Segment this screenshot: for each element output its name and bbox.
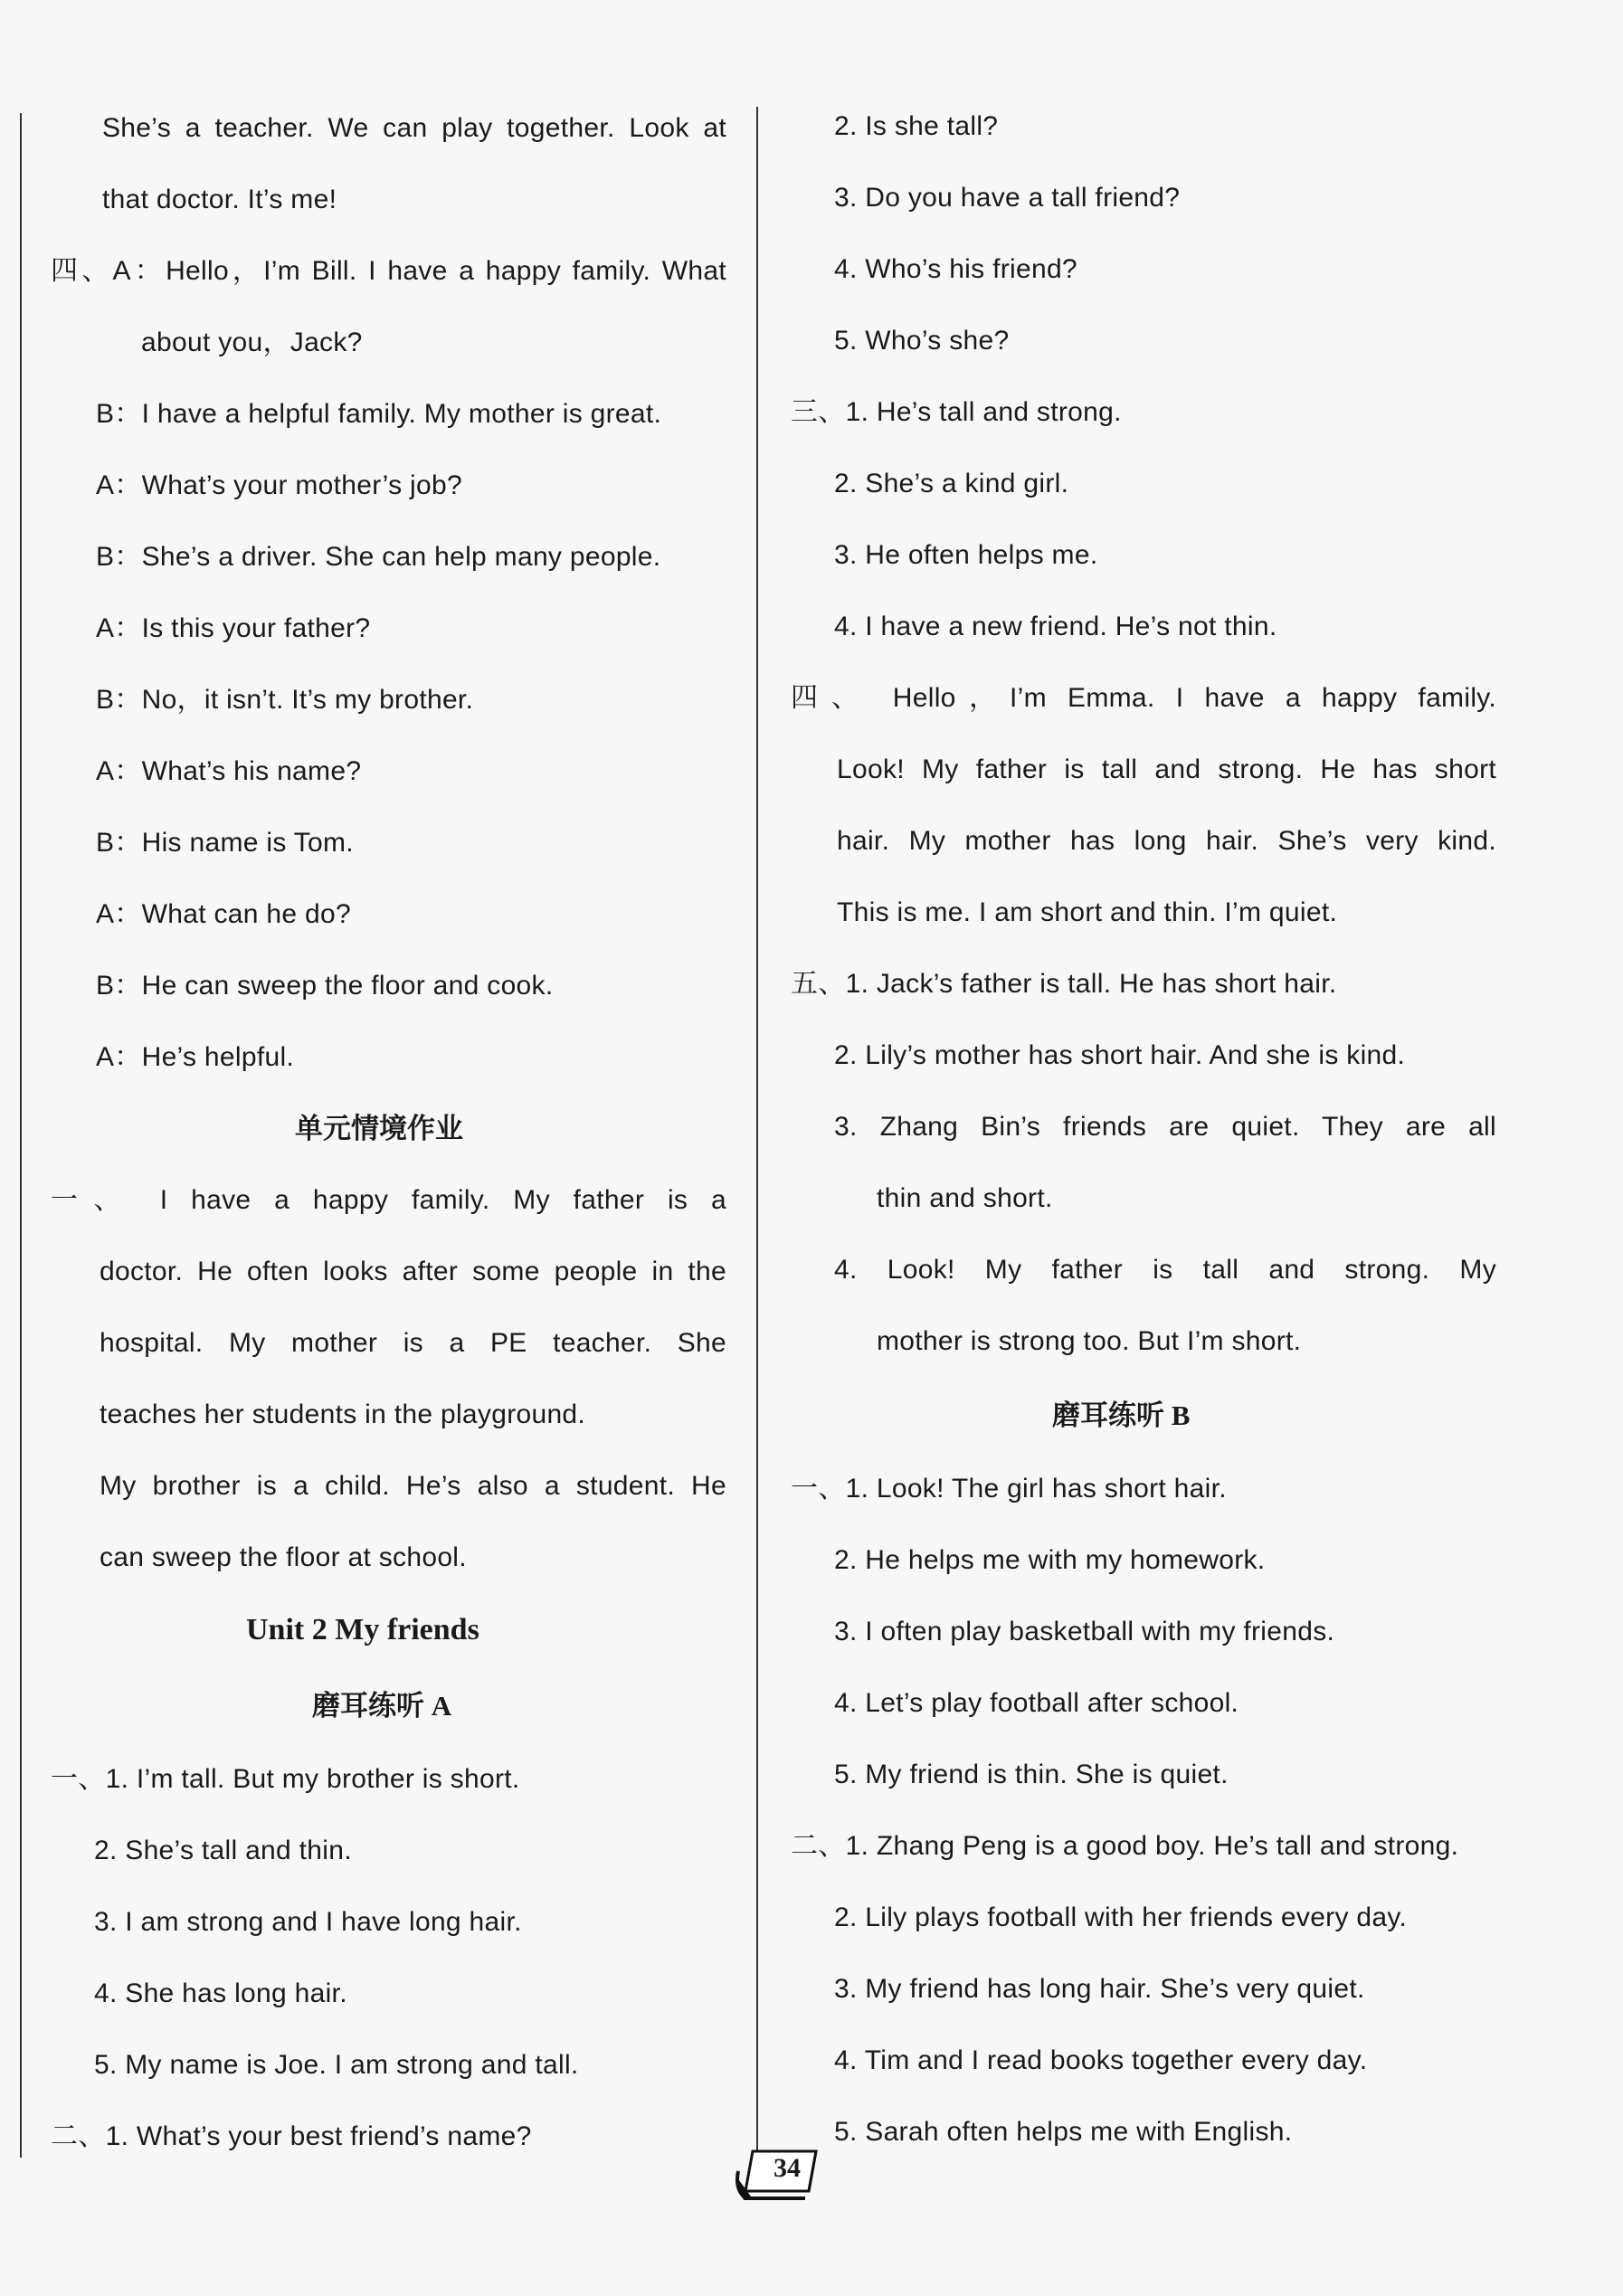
text-line: 4. Who’s his friend? — [834, 254, 1077, 284]
section-heading: 单元情境作业 — [295, 1113, 463, 1144]
text-line: 4. I have a new friend. He’s not thin. — [834, 612, 1277, 641]
text-line: 5. Who’s she? — [834, 326, 1010, 356]
unit-title: Unit 2 My friends — [246, 1613, 479, 1646]
text-line: 五、1. Jack’s father is tall. He has short hair. — [791, 969, 1337, 999]
text-line: thin and short. — [877, 1183, 1053, 1213]
text-line: mother is strong too. But I’m short. — [877, 1326, 1302, 1356]
text-line: 2. She’s tall and thin. — [94, 1836, 352, 1865]
page-number-badge — [733, 2144, 832, 2207]
text-line: B：He can sweep the floor and cook. — [96, 971, 554, 1001]
text-line: B：I have a helpful family. My mother is great. — [96, 399, 662, 429]
page-number: 34 — [774, 2153, 801, 2183]
text-line: A：He’s helpful. — [96, 1042, 295, 1072]
left-margin-rule — [20, 113, 22, 2158]
text-line: 4. Look! My father is tall and strong. My — [834, 1255, 1496, 1285]
text-line: 一、1. Look! The girl has short hair. — [791, 1474, 1227, 1504]
section-heading: 磨耳练听 B — [1052, 1399, 1191, 1431]
text-line: 4. Let’s play football after school. — [834, 1688, 1239, 1718]
text-line: B：No，it isn’t. It’s my brother. — [96, 685, 474, 715]
text-line: 3. Do you have a tall friend? — [834, 183, 1181, 213]
text-line: 3. He often helps me. — [834, 540, 1098, 570]
text-line: My brother is a child. He’s also a student. He — [100, 1471, 726, 1501]
text-line: Look! My father is tall and strong. He has short — [837, 754, 1496, 784]
text-line: A：Is this your father? — [96, 613, 371, 643]
text-line: B：She’s a driver. She can help many people. — [96, 542, 661, 572]
text-line: 3. Zhang Bin’s friends are quiet. They are all — [834, 1112, 1496, 1142]
text-line: 一、1. I’m tall. But my brother is short. — [51, 1764, 520, 1794]
section-heading: 磨耳练听 A — [312, 1690, 452, 1722]
text-line: 4. Tim and I read books together every day. — [834, 2045, 1368, 2075]
text-line: 2. She’s a kind girl. — [834, 469, 1069, 498]
text-line: This is me. I am short and thin. I’m quiet. — [837, 897, 1338, 927]
text-line: 2. Is she tall? — [834, 111, 999, 141]
text-line: 二、1. What’s your best friend’s name? — [51, 2121, 532, 2151]
text-line: A：What’s your mother’s job? — [96, 470, 462, 500]
text-line: about you，Jack? — [141, 327, 363, 357]
text-line: 3. I often play basketball with my friends. — [834, 1617, 1335, 1646]
text-line: 4. She has long hair. — [94, 1978, 347, 2008]
text-line: 四、 Hello，I’m Emma. I have a happy family. — [791, 683, 1496, 713]
text-line: 四、A：Hello，I’m Bill. I have a happy family. What — [51, 256, 726, 286]
text-line: can sweep the floor at school. — [100, 1542, 467, 1572]
text-line: 二、1. Zhang Peng is a good boy. He’s tall and strong. — [791, 1831, 1459, 1861]
text-line: 一、 I have a happy family. My father is a — [51, 1185, 726, 1215]
text-line: 三、1. He’s tall and strong. — [791, 397, 1122, 427]
text-line: 2. He helps me with my homework. — [834, 1545, 1266, 1575]
text-line: A：What’s his name? — [96, 756, 362, 786]
text-line: A：What can he do? — [96, 899, 351, 929]
text-line: B：His name is Tom. — [96, 828, 354, 858]
text-line: teaches her students in the playground. — [100, 1399, 586, 1429]
text-line: hospital. My mother is a PE teacher. She — [100, 1328, 726, 1358]
text-line: hair. My mother has long hair. She’s very kind. — [837, 826, 1496, 856]
text-line: doctor. He often looks after some people in the — [100, 1257, 726, 1286]
text-line: 2. Lily’s mother has short hair. And she is kind. — [834, 1040, 1406, 1070]
text-line: that doctor. It’s me! — [102, 185, 337, 214]
text-line: 3. My friend has long hair. She’s very quiet. — [834, 1974, 1365, 2004]
text-line: 5. Sarah often helps me with English. — [834, 2117, 1293, 2147]
column-divider — [756, 107, 758, 2153]
text-line: 5. My friend is thin. She is quiet. — [834, 1760, 1229, 1789]
text-line: 3. I am strong and I have long hair. — [94, 1907, 522, 1937]
text-line: 5. My name is Joe. I am strong and tall. — [94, 2050, 579, 2080]
text-line: 2. Lily plays football with her friends every day. — [834, 1902, 1408, 1932]
text-line: She’s a teacher. We can play together. Look at — [102, 113, 726, 143]
